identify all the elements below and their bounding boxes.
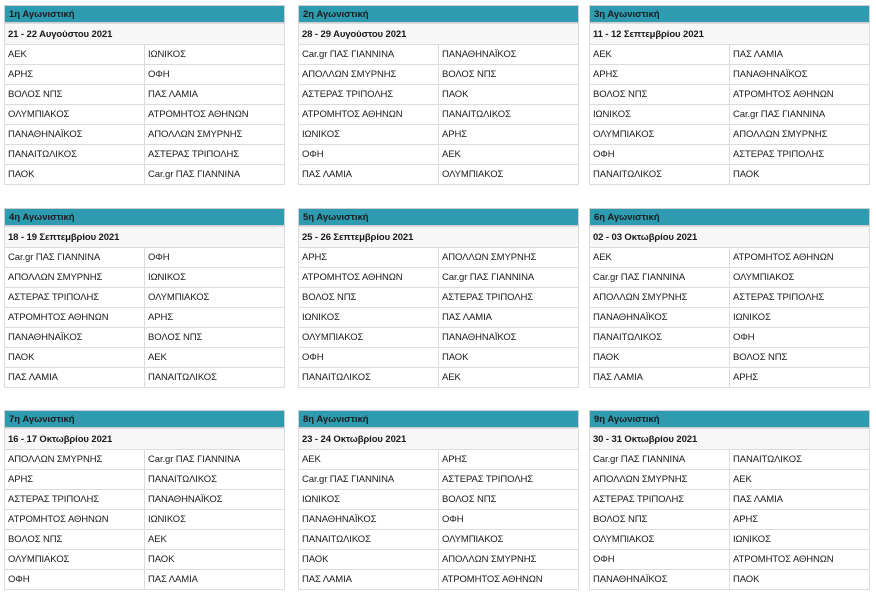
match-row xyxy=(5,348,285,368)
home-team: ΟΛΥΜΠΙΑΚΟΣ xyxy=(5,105,145,125)
matches-table xyxy=(4,23,285,185)
round-title: 3η Αγωνιστική xyxy=(589,5,870,23)
away-team: Car.gr ΠΑΣ ΓΙΑΝΝΙΝΑ xyxy=(439,268,579,288)
matches-table xyxy=(589,226,870,388)
match-row xyxy=(590,268,870,288)
away-team: ΠΑΝΑΘΗΝΑΪΚΟΣ xyxy=(730,65,870,85)
home-team: ΑΡΗΣ xyxy=(5,470,145,490)
match-row xyxy=(590,65,870,85)
match-row xyxy=(5,470,285,490)
away-team: ΑΕΚ xyxy=(439,145,579,165)
home-team: ΑΤΡΟΜΗΤΟΣ ΑΘΗΝΩΝ xyxy=(299,268,439,288)
match-row xyxy=(299,85,579,105)
away-team: ΟΦΗ xyxy=(439,510,579,530)
match-row xyxy=(299,45,579,65)
away-team: ΑΣΤΕΡΑΣ ΤΡΙΠΟΛΗΣ xyxy=(439,470,579,490)
matches-table xyxy=(298,226,579,388)
home-team: ΠΑΣ ΛΑΜΙΑ xyxy=(299,165,439,185)
away-team: ΑΠΟΛΛΩΝ ΣΜΥΡΝΗΣ xyxy=(145,125,285,145)
away-team: ΑΤΡΟΜΗΤΟΣ ΑΘΗΝΩΝ xyxy=(730,550,870,570)
match-row xyxy=(5,105,285,125)
match-row xyxy=(299,268,579,288)
date-row xyxy=(590,429,870,450)
round-title: 8η Αγωνιστική xyxy=(298,410,579,428)
home-team: ΠΑΝΑΙΤΩΛΙΚΟΣ xyxy=(590,165,730,185)
home-team: Car.gr ΠΑΣ ΓΙΑΝΝΙΝΑ xyxy=(590,268,730,288)
round-title: 5η Αγωνιστική xyxy=(298,208,579,226)
match-row xyxy=(299,65,579,85)
away-team: ΑΠΟΛΛΩΝ ΣΜΥΡΝΗΣ xyxy=(730,125,870,145)
match-row xyxy=(299,145,579,165)
match-row xyxy=(5,85,285,105)
match-row xyxy=(299,530,579,550)
home-team: ΑΠΟΛΛΩΝ ΣΜΥΡΝΗΣ xyxy=(5,450,145,470)
away-team: ΙΩΝΙΚΟΣ xyxy=(730,530,870,550)
match-row xyxy=(5,45,285,65)
round-title: 2η Αγωνιστική xyxy=(298,5,579,23)
matches-table xyxy=(4,226,285,388)
matches-table xyxy=(4,428,285,590)
away-team: ΑΡΗΣ xyxy=(730,368,870,388)
match-row xyxy=(5,570,285,590)
away-team: ΟΦΗ xyxy=(145,248,285,268)
round-title: 6η Αγωνιστική xyxy=(589,208,870,226)
home-team: ΑΣΤΕΡΑΣ ΤΡΙΠΟΛΗΣ xyxy=(299,85,439,105)
home-team: Car.gr ΠΑΣ ΓΙΑΝΝΙΝΑ xyxy=(299,470,439,490)
round-date: 23 - 24 Οκτωβρίου 2021 xyxy=(299,429,579,450)
match-row xyxy=(590,145,870,165)
away-team: ΑΕΚ xyxy=(145,530,285,550)
away-team: ΑΤΡΟΜΗΤΟΣ ΑΘΗΝΩΝ xyxy=(145,105,285,125)
away-team: ΑΤΡΟΜΗΤΟΣ ΑΘΗΝΩΝ xyxy=(439,570,579,590)
away-team: ΑΡΗΣ xyxy=(439,125,579,145)
match-row xyxy=(299,308,579,328)
match-row xyxy=(590,450,870,470)
home-team: Car.gr ΠΑΣ ΓΙΑΝΝΙΝΑ xyxy=(299,45,439,65)
home-team: ΑΠΟΛΛΩΝ ΣΜΥΡΝΗΣ xyxy=(590,470,730,490)
home-team: ΠΑΟΚ xyxy=(5,165,145,185)
home-team: ΠΑΝΑΘΗΝΑΪΚΟΣ xyxy=(590,308,730,328)
round-card xyxy=(4,410,285,590)
match-row xyxy=(590,470,870,490)
match-row xyxy=(299,105,579,125)
round-card xyxy=(589,5,870,185)
match-row xyxy=(5,65,285,85)
home-team: ΠΑΝΑΘΗΝΑΪΚΟΣ xyxy=(5,328,145,348)
match-row xyxy=(5,328,285,348)
home-team: ΟΦΗ xyxy=(590,550,730,570)
away-team: ΑΤΡΟΜΗΤΟΣ ΑΘΗΝΩΝ xyxy=(730,85,870,105)
match-row xyxy=(299,470,579,490)
home-team: Car.gr ΠΑΣ ΓΙΑΝΝΙΝΑ xyxy=(590,450,730,470)
match-row xyxy=(5,248,285,268)
match-row xyxy=(590,348,870,368)
away-team: ΠΑΟΚ xyxy=(730,570,870,590)
round-card xyxy=(298,208,579,388)
away-team: ΙΩΝΙΚΟΣ xyxy=(145,510,285,530)
home-team: ΟΛΥΜΠΙΑΚΟΣ xyxy=(590,125,730,145)
away-team: ΠΑΝΑΘΗΝΑΪΚΟΣ xyxy=(439,328,579,348)
round-date: 11 - 12 Σεπτεμβρίου 2021 xyxy=(590,24,870,45)
match-row xyxy=(299,348,579,368)
away-team: ΟΛΥΜΠΙΑΚΟΣ xyxy=(439,530,579,550)
matches-table xyxy=(298,23,579,185)
home-team: ΟΦΗ xyxy=(299,145,439,165)
home-team: ΑΣΤΕΡΑΣ ΤΡΙΠΟΛΗΣ xyxy=(5,490,145,510)
home-team: ΠΑΝΑΙΤΩΛΙΚΟΣ xyxy=(299,530,439,550)
home-team: ΑΠΟΛΛΩΝ ΣΜΥΡΝΗΣ xyxy=(590,288,730,308)
round-title: 1η Αγωνιστική xyxy=(4,5,285,23)
match-row xyxy=(5,368,285,388)
home-team: ΑΕΚ xyxy=(5,45,145,65)
home-team: ΑΤΡΟΜΗΤΟΣ ΑΘΗΝΩΝ xyxy=(5,510,145,530)
away-team: Car.gr ΠΑΣ ΓΙΑΝΝΙΝΑ xyxy=(145,450,285,470)
away-team: ΠΑΟΚ xyxy=(439,85,579,105)
away-team: ΑΠΟΛΛΩΝ ΣΜΥΡΝΗΣ xyxy=(439,550,579,570)
away-team: ΑΡΗΣ xyxy=(145,308,285,328)
home-team: ΟΛΥΜΠΙΑΚΟΣ xyxy=(5,550,145,570)
round-date: 16 - 17 Οκτωβρίου 2021 xyxy=(5,429,285,450)
away-team: ΠΑΣ ΛΑΜΙΑ xyxy=(730,490,870,510)
match-row xyxy=(590,490,870,510)
round-date: 25 - 26 Σεπτεμβρίου 2021 xyxy=(299,227,579,248)
matches-table xyxy=(298,428,579,590)
match-row xyxy=(590,85,870,105)
home-team: ΠΑΝΑΙΤΩΛΙΚΟΣ xyxy=(299,368,439,388)
match-row xyxy=(5,490,285,510)
away-team: ΑΕΚ xyxy=(439,368,579,388)
home-team: ΒΟΛΟΣ ΝΠΣ xyxy=(5,85,145,105)
round-card xyxy=(298,5,579,185)
home-team: ΟΦΗ xyxy=(590,145,730,165)
round-date: 18 - 19 Σεπτεμβρίου 2021 xyxy=(5,227,285,248)
home-team: ΑΡΗΣ xyxy=(5,65,145,85)
match-row xyxy=(299,510,579,530)
away-team: ΑΕΚ xyxy=(145,348,285,368)
away-team: ΙΩΝΙΚΟΣ xyxy=(145,268,285,288)
match-row xyxy=(590,288,870,308)
round-date: 30 - 31 Οκτωβρίου 2021 xyxy=(590,429,870,450)
round-date: 21 - 22 Αυγούστου 2021 xyxy=(5,24,285,45)
away-team: ΠΑΣ ΛΑΜΙΑ xyxy=(730,45,870,65)
away-team: Car.gr ΠΑΣ ΓΙΑΝΝΙΝΑ xyxy=(145,165,285,185)
away-team: ΑΣΤΕΡΑΣ ΤΡΙΠΟΛΗΣ xyxy=(145,145,285,165)
home-team: ΠΑΝΑΘΗΝΑΪΚΟΣ xyxy=(299,510,439,530)
home-team: ΠΑΣ ΛΑΜΙΑ xyxy=(590,368,730,388)
match-row xyxy=(590,125,870,145)
match-row xyxy=(299,248,579,268)
match-row xyxy=(299,125,579,145)
away-team: ΑΣΤΕΡΑΣ ΤΡΙΠΟΛΗΣ xyxy=(439,288,579,308)
date-row xyxy=(5,429,285,450)
home-team: ΟΛΥΜΠΙΑΚΟΣ xyxy=(590,530,730,550)
match-row xyxy=(5,510,285,530)
round-card xyxy=(4,5,285,185)
home-team: ΟΛΥΜΠΙΑΚΟΣ xyxy=(299,328,439,348)
match-row xyxy=(299,550,579,570)
home-team: ΙΩΝΙΚΟΣ xyxy=(299,490,439,510)
match-row xyxy=(5,530,285,550)
round-card xyxy=(298,410,579,590)
home-team: ΠΑΟΚ xyxy=(299,550,439,570)
away-team: ΠΑΝΑΙΤΩΛΙΚΟΣ xyxy=(145,368,285,388)
match-row xyxy=(590,105,870,125)
away-team: ΑΕΚ xyxy=(730,470,870,490)
home-team: ΙΩΝΙΚΟΣ xyxy=(590,105,730,125)
home-team: ΑΕΚ xyxy=(590,248,730,268)
date-row xyxy=(299,24,579,45)
match-row xyxy=(5,450,285,470)
round-title: 9η Αγωνιστική xyxy=(589,410,870,428)
away-team: ΙΩΝΙΚΟΣ xyxy=(145,45,285,65)
away-team: ΑΣΤΕΡΑΣ ΤΡΙΠΟΛΗΣ xyxy=(730,145,870,165)
match-row xyxy=(590,165,870,185)
home-team: ΑΤΡΟΜΗΤΟΣ ΑΘΗΝΩΝ xyxy=(299,105,439,125)
home-team: ΑΕΚ xyxy=(590,45,730,65)
round-card xyxy=(589,208,870,388)
home-team: ΒΟΛΟΣ ΝΠΣ xyxy=(299,288,439,308)
home-team: ΙΩΝΙΚΟΣ xyxy=(299,125,439,145)
round-date: 28 - 29 Αυγούστου 2021 xyxy=(299,24,579,45)
away-team: ΠΑΣ ΛΑΜΙΑ xyxy=(145,85,285,105)
away-team: ΠΑΣ ΛΑΜΙΑ xyxy=(145,570,285,590)
away-team: ΠΑΝΑΘΗΝΑΪΚΟΣ xyxy=(145,490,285,510)
round-date: 02 - 03 Οκτωβρίου 2021 xyxy=(590,227,870,248)
away-team: ΟΦΗ xyxy=(145,65,285,85)
date-row xyxy=(590,24,870,45)
away-team: ΠΑΟΚ xyxy=(439,348,579,368)
match-row xyxy=(299,490,579,510)
round-card xyxy=(589,410,870,590)
match-row xyxy=(299,368,579,388)
home-team: ΠΑΟΚ xyxy=(5,348,145,368)
match-row xyxy=(590,45,870,65)
away-team: ΑΤΡΟΜΗΤΟΣ ΑΘΗΝΩΝ xyxy=(730,248,870,268)
home-team: ΑΕΚ xyxy=(299,450,439,470)
home-team: ΒΟΛΟΣ ΝΠΣ xyxy=(590,85,730,105)
away-team: ΑΡΗΣ xyxy=(730,510,870,530)
date-row xyxy=(590,227,870,248)
match-row xyxy=(590,308,870,328)
away-team: ΑΠΟΛΛΩΝ ΣΜΥΡΝΗΣ xyxy=(439,248,579,268)
away-team: ΠΑΝΑΘΗΝΑΪΚΟΣ xyxy=(439,45,579,65)
away-team: ΑΣΤΕΡΑΣ ΤΡΙΠΟΛΗΣ xyxy=(730,288,870,308)
match-row xyxy=(590,328,870,348)
home-team: ΠΑΝΑΘΗΝΑΪΚΟΣ xyxy=(5,125,145,145)
home-team: Car.gr ΠΑΣ ΓΙΑΝΝΙΝΑ xyxy=(5,248,145,268)
away-team: ΒΟΛΟΣ ΝΠΣ xyxy=(439,490,579,510)
match-row xyxy=(5,145,285,165)
away-team: ΒΟΛΟΣ ΝΠΣ xyxy=(145,328,285,348)
home-team: ΒΟΛΟΣ ΝΠΣ xyxy=(590,510,730,530)
round-title: 4η Αγωνιστική xyxy=(4,208,285,226)
match-row xyxy=(590,248,870,268)
match-row xyxy=(590,510,870,530)
home-team: ΑΣΤΕΡΑΣ ΤΡΙΠΟΛΗΣ xyxy=(5,288,145,308)
date-row xyxy=(5,24,285,45)
away-team: ΠΑΟΚ xyxy=(145,550,285,570)
away-team: Car.gr ΠΑΣ ΓΙΑΝΝΙΝΑ xyxy=(730,105,870,125)
round-card xyxy=(4,208,285,388)
match-row xyxy=(299,288,579,308)
match-row xyxy=(5,125,285,145)
home-team: ΑΤΡΟΜΗΤΟΣ ΑΘΗΝΩΝ xyxy=(5,308,145,328)
match-row xyxy=(5,268,285,288)
away-team: ΟΛΥΜΠΙΑΚΟΣ xyxy=(730,268,870,288)
home-team: ΠΑΝΑΘΗΝΑΪΚΟΣ xyxy=(590,570,730,590)
match-row xyxy=(299,165,579,185)
matches-table xyxy=(589,428,870,590)
away-team: ΠΑΟΚ xyxy=(730,165,870,185)
date-row xyxy=(5,227,285,248)
home-team: ΟΦΗ xyxy=(5,570,145,590)
match-row xyxy=(5,165,285,185)
match-row xyxy=(590,368,870,388)
round-title: 7η Αγωνιστική xyxy=(4,410,285,428)
matches-table xyxy=(589,23,870,185)
away-team: ΠΑΣ ΛΑΜΙΑ xyxy=(439,308,579,328)
home-team: ΑΡΗΣ xyxy=(590,65,730,85)
home-team: ΙΩΝΙΚΟΣ xyxy=(299,308,439,328)
away-team: ΒΟΛΟΣ ΝΠΣ xyxy=(439,65,579,85)
home-team: ΒΟΛΟΣ ΝΠΣ xyxy=(5,530,145,550)
home-team: ΠΑΝΑΙΤΩΛΙΚΟΣ xyxy=(5,145,145,165)
away-team: ΙΩΝΙΚΟΣ xyxy=(730,308,870,328)
match-row xyxy=(299,450,579,470)
date-row xyxy=(299,227,579,248)
match-row xyxy=(590,530,870,550)
match-row xyxy=(590,570,870,590)
match-row xyxy=(5,308,285,328)
away-team: ΒΟΛΟΣ ΝΠΣ xyxy=(730,348,870,368)
match-row xyxy=(299,570,579,590)
match-row xyxy=(590,550,870,570)
home-team: ΑΣΤΕΡΑΣ ΤΡΙΠΟΛΗΣ xyxy=(590,490,730,510)
match-row xyxy=(5,550,285,570)
away-team: ΟΛΥΜΠΙΑΚΟΣ xyxy=(145,288,285,308)
home-team: ΠΑΣ ΛΑΜΙΑ xyxy=(299,570,439,590)
home-team: ΠΑΟΚ xyxy=(590,348,730,368)
away-team: ΑΡΗΣ xyxy=(439,450,579,470)
date-row xyxy=(299,429,579,450)
away-team: ΠΑΝΑΙΤΩΛΙΚΟΣ xyxy=(145,470,285,490)
away-team: ΠΑΝΑΙΤΩΛΙΚΟΣ xyxy=(439,105,579,125)
home-team: ΑΠΟΛΛΩΝ ΣΜΥΡΝΗΣ xyxy=(5,268,145,288)
home-team: ΠΑΣ ΛΑΜΙΑ xyxy=(5,368,145,388)
home-team: ΑΡΗΣ xyxy=(299,248,439,268)
away-team: ΟΛΥΜΠΙΑΚΟΣ xyxy=(439,165,579,185)
away-team: ΟΦΗ xyxy=(730,328,870,348)
home-team: ΑΠΟΛΛΩΝ ΣΜΥΡΝΗΣ xyxy=(299,65,439,85)
match-row xyxy=(299,328,579,348)
home-team: ΠΑΝΑΙΤΩΛΙΚΟΣ xyxy=(590,328,730,348)
match-row xyxy=(5,288,285,308)
away-team: ΠΑΝΑΙΤΩΛΙΚΟΣ xyxy=(730,450,870,470)
home-team: ΟΦΗ xyxy=(299,348,439,368)
